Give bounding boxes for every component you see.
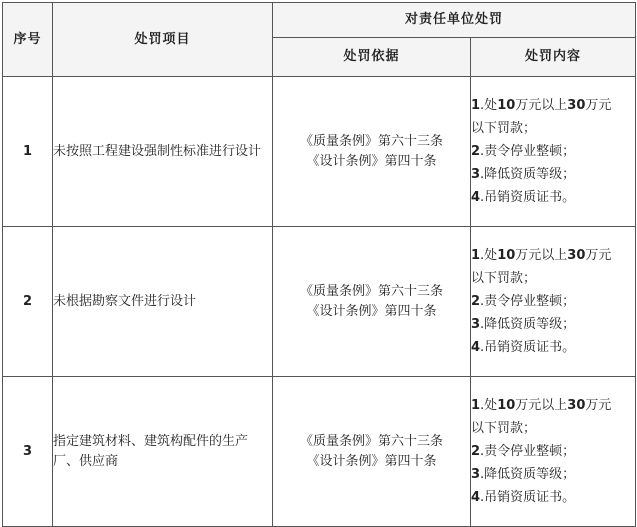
header-content: 处罚内容 [471, 38, 636, 77]
basis-line: 《质量条例》第六十三条 [299, 283, 443, 299]
content-line: 1.处10万元以上30万元 [471, 98, 612, 113]
table-row [3, 77, 636, 227]
content-line: 以下罚款； [471, 271, 537, 286]
content-line: 2.责令停业整顿； [471, 294, 576, 309]
row-seq: 1 [3, 77, 53, 227]
table-row [3, 227, 636, 377]
content-line: 1.处10万元以上30万元 [471, 398, 612, 413]
penalty-table [2, 2, 636, 527]
header-group: 对责任单位处罚 [273, 3, 636, 38]
row-basis [273, 77, 471, 227]
row-basis [273, 377, 471, 527]
content-line: 4.吊销资质证书。 [471, 490, 576, 505]
row-item: 指定建筑材料、建筑构配件的生产厂、供应商 [53, 377, 273, 527]
table-row [3, 377, 636, 527]
row-item: 未根据勘察文件进行设计 [53, 227, 273, 377]
basis-line: 《设计条例》第四十条 [306, 453, 437, 469]
basis-line: 《质量条例》第六十三条 [299, 433, 443, 449]
content-line: 3.降低资质等级； [471, 467, 576, 482]
basis-line: 《设计条例》第四十条 [306, 153, 437, 169]
row-content [471, 77, 636, 227]
header-seq: 序号 [3, 3, 53, 77]
content-line: 以下罚款； [471, 121, 537, 136]
content-line: 2.责令停业整顿； [471, 444, 576, 459]
content-line: 2.责令停业整顿； [471, 144, 576, 159]
row-seq: 3 [3, 377, 53, 527]
header-basis: 处罚依据 [273, 38, 471, 77]
content-line: 1.处10万元以上30万元 [471, 248, 612, 263]
content-line: 4.吊销资质证书。 [471, 190, 576, 205]
row-item: 未按照工程建设强制性标准进行设计 [53, 77, 273, 227]
header-item: 处罚项目 [53, 3, 273, 77]
content-line: 4.吊销资质证书。 [471, 340, 576, 355]
row-basis [273, 227, 471, 377]
row-seq: 2 [3, 227, 53, 377]
basis-line: 《质量条例》第六十三条 [299, 133, 443, 149]
row-content [471, 227, 636, 377]
content-line: 3.降低资质等级； [471, 317, 576, 332]
basis-line: 《设计条例》第四十条 [306, 303, 437, 319]
content-line: 3.降低资质等级； [471, 167, 576, 182]
content-line: 以下罚款； [471, 421, 537, 436]
row-content [471, 377, 636, 527]
